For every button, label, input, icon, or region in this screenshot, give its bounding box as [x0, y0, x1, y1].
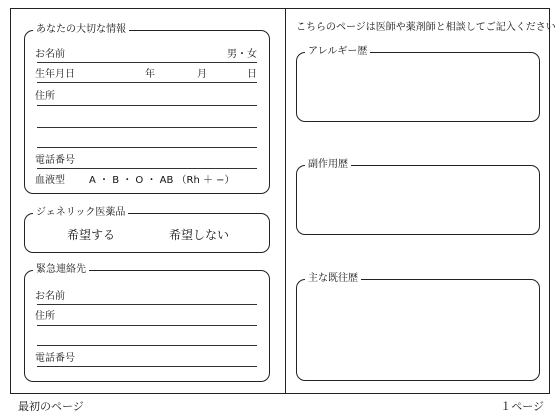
- medical-history-panel[interactable]: [296, 273, 540, 381]
- consultation-note: こちらのページは医師や薬剤師と相談してご記入ください: [296, 22, 556, 33]
- birth-field[interactable]: [37, 82, 257, 83]
- side-effect-title: 副作用歴: [305, 158, 351, 172]
- footer-first-page: 最初のページ: [18, 400, 84, 413]
- emergency-phone-field[interactable]: [37, 366, 257, 367]
- blood-type-options[interactable]: A ・ B ・ O ・ AB （Rh ＋ −）: [89, 175, 235, 186]
- allergy-title: アレルギー歴: [305, 45, 370, 59]
- generic-no-option[interactable]: 希望しない: [169, 228, 230, 242]
- emergency-name-label: お名前: [35, 291, 65, 302]
- birth-day-label: 日: [247, 69, 257, 80]
- gender-options[interactable]: 男・女: [227, 49, 257, 60]
- name-field[interactable]: [37, 62, 257, 63]
- emergency-contact-panel: [24, 264, 270, 382]
- allergy-panel[interactable]: [296, 46, 540, 122]
- emergency-address-field-2[interactable]: [37, 345, 257, 346]
- address-label: 住所: [35, 91, 55, 102]
- blood-type-label: 血液型: [35, 175, 65, 186]
- address-field-line-1[interactable]: [37, 105, 257, 106]
- emergency-address-label: 住所: [35, 311, 55, 322]
- generic-drug-panel: [24, 207, 270, 253]
- personal-info-title: あなたの大切な情報: [33, 23, 129, 37]
- emergency-address-field-1[interactable]: [37, 325, 257, 326]
- footer-page-number: １ページ: [500, 400, 544, 413]
- generic-drug-title: ジェネリック医薬品: [33, 206, 128, 220]
- birth-label: 生年月日: [35, 69, 75, 80]
- name-label: お名前: [35, 49, 65, 60]
- emergency-name-field[interactable]: [37, 304, 257, 305]
- generic-yes-option[interactable]: 希望する: [67, 228, 116, 242]
- birth-month-label: 月: [197, 69, 207, 80]
- birth-year-label: 年: [145, 69, 155, 80]
- side-effect-panel[interactable]: [296, 159, 540, 235]
- phone-label: 電話番号: [35, 155, 75, 166]
- page-spine: [285, 8, 286, 394]
- phone-field[interactable]: [37, 168, 257, 169]
- address-field-line-3[interactable]: [37, 147, 257, 148]
- emergency-contact-title: 緊急連絡先: [33, 263, 89, 277]
- address-field-line-2[interactable]: [37, 127, 257, 128]
- personal-info-panel: [24, 24, 270, 194]
- medical-history-title: 主な既往歴: [305, 272, 361, 286]
- emergency-phone-label: 電話番号: [35, 353, 75, 364]
